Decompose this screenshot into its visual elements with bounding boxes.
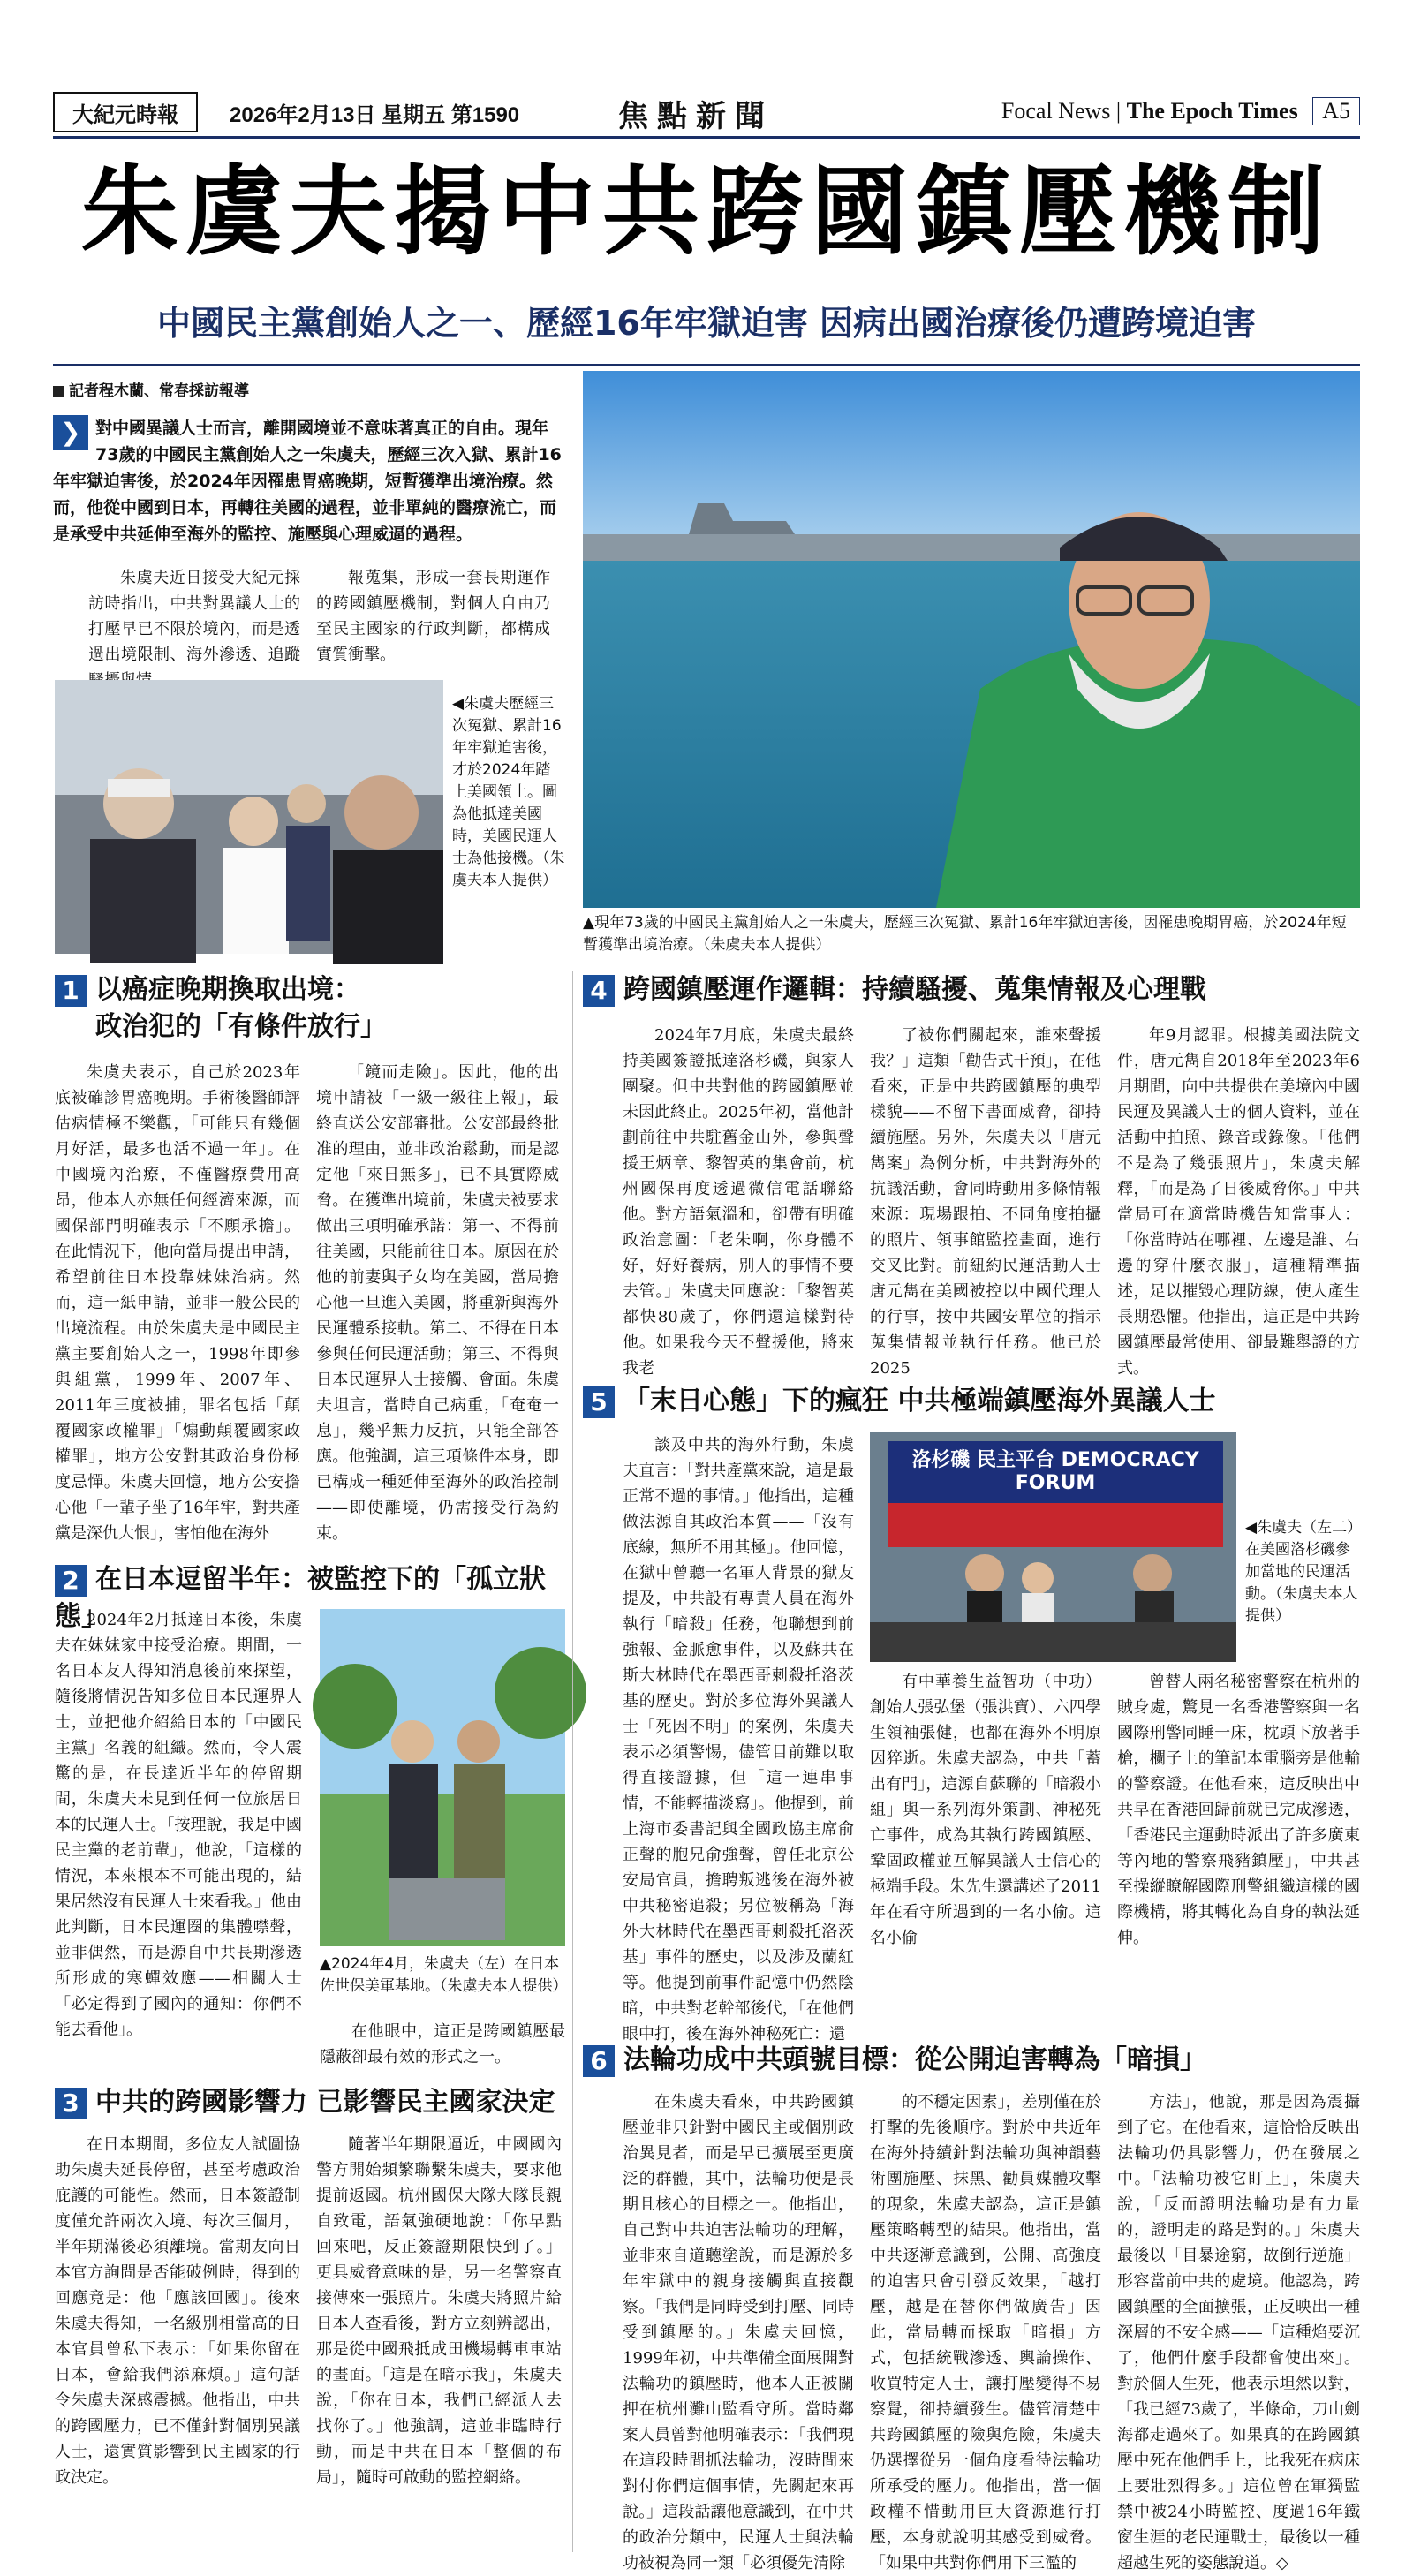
issue-date: 2026年2月13日 星期五 第1590 xyxy=(230,103,520,127)
japan-photo-illustration xyxy=(320,1609,565,1946)
section-6-col2: 的不穩定因素」，差別僅在於打擊的先後順序。對於中共近年在海外持續針對法輪功與神韻藝術團施壓、抹黑、勸員媒體攻擊的現象，朱虞夫認為，這正是鎮壓策略轉型的結果。他指出，當中共逐漸意識到，公開、高強度的迫害只會引發反效果，「越打壓，越是在替你們做廣告」因此，當局轉而採取「暗損」方式，包括統戰滲透、輿論操作、收買特定人士，讓打壓變得不易察覺，卻持續發生。儘管清楚中共跨國鎮壓的險與危險，朱虞夫仍選擇從另一個角度看待法輪功所承受的壓力。他指出，當一個政權不惜動用巨大資源進行打壓，本身就說明其感受到威脅。「如果中共對你們用下三濫的 xyxy=(870,2093,1101,2572)
section-number-badge: 6 xyxy=(583,2045,615,2077)
lede-text: 對中國異議人士而言，離開國境並不意味著真正的自由。現年73歲的中國民主黨創始人之一朱虞夫，歷經三次入獄、累計16年牢獄迫害後，於2024年因罹患胃癌晚期，短暫獲準出境治療。然而，他從中國到日本，再轉往美國的過程，並非單純的醫療流亡，而是承受中共延伸至海外的監控、施壓與心理威逼的過程。 xyxy=(53,419,562,544)
section-4-heading xyxy=(583,971,1360,1008)
section-1-heading xyxy=(55,971,549,1008)
headline: 朱虞夫揭中共跨國鎮壓機制 xyxy=(81,155,1332,268)
photo-airport-welcome xyxy=(55,680,443,954)
section-4-col2: 了被你們關起來，誰來聲援我？」這類「勸告式干預」，在他看來，正是中共跨國鎮壓的典型樣貌——不留下書面威脅，卻持續施壓。另外，朱虞夫以「唐元雋案」為例分析，中共對海外的抗議活動，會同時動用多條情報來源：現場跟拍、不同角度拍攝的照片、領事館監控畫面，進行交叉比對。前紐約民運活動人士唐元雋在美國被控以中國代理人的行事，按中共國安單位的指示蒐集情報並執行任務。他已於2025 xyxy=(870,1026,1101,1378)
section-4-col1: 2024年7月底，朱虞夫最終持美國簽證抵達洛杉磯，與家人團聚。但中共對他的跨國鎮壓並未因此終止。2025年初，當他計劃前往中共駐舊金山外，參與聲援王炳章、黎智英的集會前，杭州國保再度透過微信電話聯絡他。對方語氣溫和，卻帶有明確政治意圖：「老朱啊，你身體不好，好好養病，別人的事情不要去管。」朱虞夫回應說：「黎智英都快80歲了，你們還這樣對待他。如果我今天不聲援他，將來我老 xyxy=(623,1026,854,1378)
section-6-heading xyxy=(583,2042,1360,2079)
section-5-col1: 談及中共的海外行動，朱虞夫直言：「對共產黨來說，這是最正常不過的事情。」他指出，這種做法源自其政治本質——「沒有底線，無所不用其極」。他回憶，在獄中曾聽一名軍人背景的獄友提及，中共設有專責人員在海外執行「暗殺」任務，他聯想到前強報、金脈愈事件，以及蘇共在斯大林時代在墨西哥刺殺托洛茨基的歷史。對於多位海外異議人士「死因不明」的案例，朱虞夫表示必須警惕，儘管目前難以取得直接證據，但「這一連串事情，不能輕描淡寫」。他提到，前上海市委書記與全國政協主席俞正聲的胞兄俞強聲，曾任北京公安局官員，擔聘叛逃後在海外被中共秘密追殺；另位被稱為「海外大林時代在墨西哥刺殺托洛茨基」事件的歷史，以及涉及蘭紅等。他提到前事件記憶中仍然陰暗，中共對老幹部後代，「在他們眼中打，後在海外神秘死亡：還 xyxy=(623,1436,854,2043)
photo-caption-la: ◀朱虞夫（左二）在美國洛杉磯參加當地的民運活動。（朱虞夫本人提供） xyxy=(1245,1519,1358,1625)
paper-name: The Epoch Times xyxy=(1126,98,1298,124)
section-6-title: 法輪功成中共頭號目標：從公開迫害轉為「暗損」 xyxy=(623,2044,1206,2075)
section-4-col3: 年9月認罪。根據美國法院文件，唐元雋自2018年至2023年6月期間，向中共提供在美境內中國民運及異議人士的個人資料，並在活動中拍照、錄音或錄像。「他們不是為了幾張照片」，朱虞夫解釋，「而是為了日後威脅你。」中共當局可在適當時機告知當事人：「你當時站在哪裡、左邊是誰、右邊的穿什麼衣服」，這種精準描述，足以摧毀心理防線，使人產生長期恐懼。他指出，這正是中共跨國鎮壓最常使用、卻最難舉證的方式。 xyxy=(1117,1026,1360,1378)
byline-text: 記者程木蘭、常春採訪報導 xyxy=(69,382,249,400)
section-number-badge: 3 xyxy=(55,2088,87,2119)
section-5-heading xyxy=(583,1383,1360,1420)
section-3-title: 中共的跨國影響力 已影響民主國家決定 xyxy=(95,2087,555,2118)
section-2-col1: 2024年2月抵達日本後，朱虞夫在妹妹家中接受治療。期間，一名日本友人得知消息後前來探望，隨後將情況告知多位日本民運界人士，並把他介紹給日本的「中國民主黨」名義的組織。然而，令人震驚的是，在長達近半年的停留期間，朱虞夫未見到任何一位旅居日本的民運人士。「按理說，我是中國民主黨的老前輩」，他說，「這樣的情況，本來根本不可能出現的，結果居然沒有民運人士來看我。」他由此判斷，日本民運圈的集體噤聲，並非偶然，而是源自中共長期滲透所形成的寒蟬效應——相關人士「必定得到了國內的通知：你們不能去看他」。 xyxy=(55,1611,302,2039)
section-3-heading xyxy=(55,2084,585,2121)
section-5-col2: 有中華養生益智功（中功）創始人張弘堡（張洪寶）、六四學生領袖張健，也都在海外不明原因猝逝。朱虞夫認為，中共「蓄出有門」，這源自蘇聯的「暗殺小組」與一系列海外策劃、神秘死亡事件，成為其執行跨國鎮壓、鞏固政權並互解異議人士信心的極端手段。朱先生還講述了2011年在看守所遇到的一名小偷。這名小偷 xyxy=(870,1673,1101,1947)
section-number-badge: 1 xyxy=(55,975,87,1007)
forum-banner-text: 洛杉磯 民主平台 DEMOCRACY FORUM xyxy=(911,1449,1199,1494)
arrow-icon: ❯ xyxy=(53,415,88,450)
section-6-col1: 在朱虞夫看來，中共跨國鎮壓並非只針對中國民主或個別政治異見者，而是早已擴展至更廣泛的群體，其中，法輪功便是長期且核心的目標之一。他指出，自己對中共迫害法輪功的理解，並非來自道聽塗說，而是源於多年牢獄中的親身接觸與直接觀察。「我們是同時受到打壓、同時受到鎮壓的。」朱虞夫回憶，1999年初，中共準備全面展開對法輪功的鎮壓時，他本人正被關押在杭州灘山監看守所。當時鄰案人員曾對他明確表示：「我們現在這段時間抓法輪功，沒時間來對付你們這個事情，先關起來再說。」這段話讓他意識到，在中共的政治分類中，民運人士與法輪功被視為同一類「必須優先清除 xyxy=(623,2093,854,2572)
section-number-badge: 5 xyxy=(583,1386,615,1418)
section-name: 焦點新聞 xyxy=(618,99,774,134)
section-1-title2: 政治犯的「有條件放行」 xyxy=(95,1011,387,1042)
section-3-col2: 隨著半年期限逼近，中國國內警方開始頻繁聯繫朱虞夫，要求他提前返國。杭州國保大隊大隊長親自致電，語氣強硬地說：「你早點回來吧，反正簽證期限快到了。」更具威脅意味的是，另一名警察直接傳來一張照片。朱虞夫將照片給日本人查看後，對方立刻辨認出，那是從中國飛抵成田機場轉車車站的畫面。「這是在暗示我」，朱虞夫說，「你在日本，我們已經派人去找你了。」他強調，這並非臨時行動，而是中共在日本「整個的布局」，隨時可啟動的監控網絡。 xyxy=(316,2135,562,2487)
section-1-col1: 朱虞夫表示，自己於2023年底被確診胃癌晚期。手術後醫師評估病情極不樂觀，「可能只有幾個月好活，最多也活不過一年」。在中國境內治療，不僅醫療費用高昂，他本人亦無任何經濟來源，而國保部門明確表示「不願承擔」。在此情況下，他向當局提出申請，希望前往日本投靠妹妹治病。然而，這一紙申請，並非一般公民的出境流程。由於朱虞夫是中國民主黨主要創始人之一，1998年即參與組黨，1999年、2007年、2011年三度被捕，罪名包括「顛覆國家政權罪」「煽動顛覆國家政權罪」，地方公安對其政治身份極度忌憚。朱虞夫回憶，地方公安擔心他「一輩子坐了16年牢，對共產黨是深仇大恨」，害怕他在海外 xyxy=(55,1063,300,1543)
subheadline: 中國民主黨創始人之一、歷經16年牢獄迫害 因病出國治療後仍遭跨境迫害 xyxy=(156,304,1257,343)
section-2-col2: 在他眼中，這正是跨國鎮壓最隱蔽卻最有效的形式之一。 xyxy=(320,2022,565,2066)
masthead-right: Focal News | The Epoch Times A5 xyxy=(1001,97,1360,125)
photo-caption-main: ▲現年73歲的中國民主黨創始人之一朱虞夫，歷經三次冤獄、累計16年牢獄迫害後，因罹患晚期胃癌，於2024年短暫獲準出境治療。（朱虞夫本人提供） xyxy=(583,914,1347,954)
section-2-title: 在日本逗留半年：被監控下的「孤立狀態」 xyxy=(55,1564,546,1632)
section-number-badge: 2 xyxy=(55,1565,87,1597)
byline xyxy=(53,378,249,400)
divider xyxy=(53,364,1360,366)
section-5-title: 「末日心態」下的瘋狂 中共極端鎮壓海外異議人士 xyxy=(623,1386,1216,1416)
photo-caption-airport: ◀朱虞夫歷經三次冤獄、累計16年牢獄迫害後，才於2024年踏上美國領土。圖為他抵達美國時，美國民運人士為他接機。（朱虞夫本人提供） xyxy=(452,695,565,889)
photo-main-portrait xyxy=(583,371,1360,908)
photo-japan-base xyxy=(320,1609,565,1946)
lede xyxy=(53,415,570,548)
intro-col2: 報蒐集，形成一套長期運作的跨國鎮壓機制，對個人自由乃至民主國家的行政判斷，都構成實質衝擊。 xyxy=(316,569,550,664)
column-divider xyxy=(572,971,573,2552)
section-5-col3: 曾替人兩名秘密警察在杭州的賊身處，驚見一名香港警察與一名國際刑警同睡一床，枕頭下放著手槍，欄子上的筆記本電腦旁是他輸的警察證。在他看來，這反映出中共早在香港回歸前就已完成滲透，「香港民主運動時派出了許多廣東等內地的警察飛豬鎮壓」，中共甚至操縱瞭解國際刑警組織這樣的國際機構，將其轉化為自身的執法延伸。 xyxy=(1117,1673,1360,1947)
section-6-col3: 方法」，他說，那是因為震攝到了它。在他看來，這恰恰反映出法輪功仍具影響力，仍在發展之中。「法輪功被它盯上」，朱虞夫說，「反而證明法輪功是有力量的，證明走的路是對的。」朱虞夫最後以「目暴途窮，故倒行逆施」形容當前中共的處境。他認為，跨國鎮壓的全面擴張，正反映出一種深層的不安全感——「這種焰要沉了，他們什麼手段都會使出來」。對於個人生死，他表示坦然以對，「我已經73歲了，半條命，刀山劍海都走過來了。如果真的在跨國鎮壓中死在他們手上，比我死在病床上要壯烈得多。」這位曾在軍獨監禁中被24小時監控、度過16年鐵窗生涯的老民運戰士，最後以一種超越生死的姿態說道。◇ xyxy=(1117,2093,1360,2572)
masthead xyxy=(53,92,1360,139)
newspaper-logo: 大紀元時報 xyxy=(53,92,198,132)
page-number: A5 xyxy=(1312,97,1360,125)
section-4-title: 跨國鎮壓運作邏輯：持續騷擾、蒐集情報及心理戰 xyxy=(623,974,1206,1005)
photo-caption-japan: ▲2024年4月，朱虞夫（左）在日本佐世保美軍基地。（朱虞夫本人提供） xyxy=(320,1955,568,1995)
section-1-title: 以癌症晚期換取出境： xyxy=(95,974,360,1005)
photo-la-forum xyxy=(870,1432,1236,1662)
airport-photo-illustration xyxy=(55,680,443,954)
intro-col1: 朱虞夫近日接受大紀元採訪時指出，中共對異議人士的打壓早已不限於境內，而是透過出境限制、海外滲透、追蹤 xyxy=(88,569,300,664)
main-photo-illustration xyxy=(583,371,1360,908)
section-number-badge: 4 xyxy=(583,975,615,1007)
section-1-col2: 「鏡而走險」。因此，他的出境申請被「一級一級往上報」，最終直送公安部審批。公安部最終批准的理由，並非政治鬆動，而是認定他「來日無多」，已不具實際威脅。在獲準出境前，朱虞夫被要求做出三項明確承諾：第一、不得前往美國，只能前往日本。原因在於他的前妻與子女均在美國，當局擔心他一旦進入美國，將重新與海外民運體系接軌。第二、不得在日本參與任何民運活動；第三、不得與日本民運界人士接觸、會面。朱虞夫坦言，當時自己病重，「奄奄一息」，幾乎無力反抗，只能全部答應。他強調，這三項條件本身，即已構成一種延伸至海外的政治控制——即使離境，仍需接受行為約束。 xyxy=(316,1063,559,1543)
focus-label: Focal News xyxy=(1001,98,1111,124)
section-3-col1: 在日本期間，多位友人試圖協助朱虞夫延長停留，甚至考慮政治庇護的可能性。然而，日本簽證制度僅允許兩次入境、每次三個月，半年期滿後必須離境。當期友向日本官方詢問是否能破例時，得到的回應竟是：他「應該回國」。後來朱虞夫得知，一名級別相當高的日本官員曾私下表示：「如果你留在日本，會給我們添麻煩。」這句話令朱虞夫深感震撼。他指出，中共的跨國壓力，已不僅針對個別異議人士，還實質影響到民主國家的行政決定。 xyxy=(55,2135,300,2487)
byline-marker-icon xyxy=(53,386,64,397)
